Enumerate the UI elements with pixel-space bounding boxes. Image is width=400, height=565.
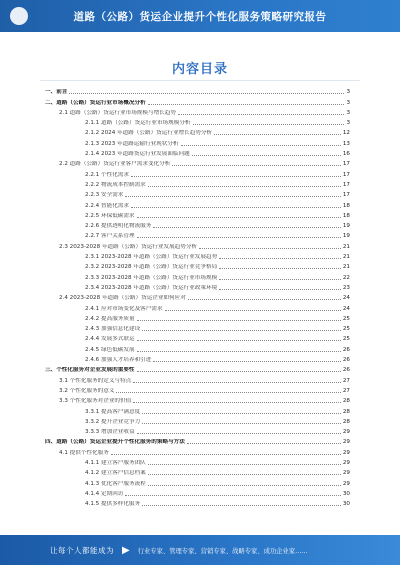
toc-heading: 内容目录 — [171, 62, 228, 77]
toc-entry-page: 17 — [342, 192, 350, 199]
toc-entry-title: 2.2.4 智能化需求 — [85, 202, 129, 209]
toc-entry-title: 3.3.3 增加企业收益 — [85, 429, 135, 436]
toc-entry-title: 3.3.1 提高客户满意度 — [85, 408, 141, 415]
toc-entry-page: 25 — [342, 326, 350, 333]
toc-entry[interactable] — [45, 323, 350, 333]
toc-entry-title: 4.1.2 建立客户信息档案 — [85, 470, 146, 477]
toc-entry-page: 27 — [342, 377, 350, 384]
toc-entry-title: 2.3.2 2023-2028 年道路（公路）货运行业竞争格局 — [85, 264, 218, 271]
toc-leader-dots — [125, 495, 340, 496]
toc-entry-page: 26 — [342, 367, 350, 374]
page-footer — [0, 535, 400, 565]
toc-leader-dots — [199, 248, 341, 249]
toc-leader-dots — [181, 145, 341, 146]
toc-leader-dots — [137, 237, 341, 238]
toc-entry-title: 3.3.2 提升企业竞争力 — [85, 418, 141, 425]
toc-leader-dots — [125, 196, 340, 197]
toc-entry-page: 28 — [342, 398, 350, 405]
toc-entry[interactable] — [45, 374, 350, 384]
toc-entry-page: 30 — [342, 490, 350, 497]
toc-entry-title: 三、个性化服务对企业发展的重要性 — [45, 367, 135, 374]
footer-tagline: 行业专家、管理专家、营销专家、战略专家、成功企业家…… — [137, 547, 308, 555]
toc-leader-dots — [172, 165, 341, 166]
toc-entry-title: 2.2.7 客户关系管理 — [85, 233, 135, 240]
toc-entry-title: 3.3 个性化服务对企业的价值 — [59, 398, 132, 405]
toc-entry[interactable] — [45, 302, 350, 312]
toc-entry-page: 24 — [342, 305, 350, 312]
toc-leader-dots — [137, 433, 341, 434]
toc-entry-title: 一、前言 — [45, 89, 68, 96]
toc-entry-title: 2.2 道路（公路）货运行业客户需求变化分析 — [59, 161, 171, 168]
toc-leader-dots — [133, 402, 341, 403]
toc-leader-dots — [148, 104, 345, 105]
toc-entry[interactable] — [45, 158, 350, 168]
toc-leader-dots — [178, 114, 344, 115]
toc-leader-dots — [116, 392, 340, 393]
toc-entry-page: 26 — [342, 357, 350, 364]
toc-entry-page: 29 — [342, 470, 350, 477]
toc-leader-dots — [219, 289, 341, 290]
toc-leader-dots — [148, 186, 341, 187]
toc-leader-dots — [219, 258, 341, 259]
arrow-icon: ▶ — [122, 544, 130, 556]
toc-entry-page: 30 — [342, 501, 350, 508]
toc-entry-page: 29 — [342, 439, 350, 446]
toc-entry[interactable] — [45, 488, 350, 498]
toc-entry-page: 28 — [342, 408, 350, 415]
toc-entry[interactable] — [45, 364, 350, 374]
toc-entry[interactable] — [45, 426, 350, 436]
toc-entry-page: 21 — [342, 243, 350, 250]
toc-entry-title: 4.1 提供个性化服务 — [59, 449, 109, 456]
heading-divider — [40, 80, 360, 81]
toc-entry-title: 2.2.6 提供透明化物流服务 — [85, 223, 152, 230]
toc-leader-dots — [148, 474, 341, 475]
toc-entry-page: 3 — [346, 120, 350, 127]
toc-entry-page: 29 — [342, 480, 350, 487]
toc-entry[interactable] — [45, 446, 350, 456]
toc-entry-title: 4.1.1 建立客户服务团队 — [85, 459, 146, 466]
toc-entry[interactable] — [45, 251, 350, 261]
toc-leader-dots — [131, 176, 341, 177]
toc-entry-page: 17 — [342, 171, 350, 178]
toc-entry-title: 2.3.3 2023-2028 年道路（公路）货运行业市场规模 — [85, 274, 218, 281]
toc-entry[interactable] — [45, 189, 350, 199]
toc-entry[interactable] — [45, 416, 350, 426]
toc-entry-page: 21 — [342, 254, 350, 261]
toc-entry[interactable] — [45, 292, 350, 302]
toc-entry[interactable] — [45, 457, 350, 467]
toc-entry[interactable] — [45, 230, 350, 240]
toc-entry-title: 2.1 道路（公路）货运行业市场规模与增长趋势 — [59, 109, 176, 116]
toc-entry-title: 2.2.2 物流成本控制需求 — [85, 181, 146, 188]
toc-leader-dots — [153, 227, 341, 228]
toc-entry-title: 四、道路（公路）货运企业提升个性化服务的策略与方法 — [45, 439, 185, 446]
page-header — [0, 0, 400, 32]
toc-entry-title: 2.4.5 绿色低碳发展 — [85, 346, 135, 353]
toc-leader-dots — [148, 485, 341, 486]
toc-entry[interactable] — [45, 498, 350, 508]
toc-entry-page: 16 — [342, 151, 350, 158]
toc-leader-dots — [165, 310, 341, 311]
toc-leader-dots — [153, 361, 341, 362]
toc-entry-page: 29 — [342, 429, 350, 436]
toc-entry-title: 2.4.4 发展多式联运 — [85, 336, 135, 343]
toc-entry-page: 21 — [342, 264, 350, 271]
toc-entry[interactable] — [45, 385, 350, 395]
toc-entry-title: 2.4.3 加强信息化建设 — [85, 326, 141, 333]
toc-entry-page: 23 — [342, 284, 350, 291]
footer-slogan: 让每个人都能成为 — [50, 545, 114, 555]
toc-entry[interactable] — [45, 354, 350, 364]
toc-entry-title: 2.3 2023-2028 年道路（公路）货运行业发展趋势分析 — [59, 243, 198, 250]
toc-entry-page: 3 — [346, 89, 350, 96]
toc-entry[interactable] — [45, 179, 350, 189]
toc-entry-page: 18 — [342, 212, 350, 219]
toc-leader-dots — [131, 207, 341, 208]
toc-entry[interactable] — [45, 477, 350, 487]
header-title: 道路（公路）货运企业提升个性化服务策略研究报告 — [73, 10, 327, 23]
toc-entry-page: 13 — [342, 140, 350, 147]
toc-leader-dots — [188, 299, 341, 300]
toc-entry-page: 3 — [346, 109, 350, 116]
toc-entry-page: 26 — [342, 346, 350, 353]
toc-entry[interactable] — [45, 137, 350, 147]
toc-entry-title: 2.1.1 道路（公路）货运行业市场规模分析 — [85, 120, 191, 127]
toc-leader-dots — [137, 351, 341, 352]
toc-entry[interactable] — [45, 210, 350, 220]
toc-leader-dots — [111, 454, 341, 455]
toc-entry-title: 2.1.3 2023 年道路运输行业现状分析 — [85, 140, 179, 147]
toc-entry[interactable] — [45, 343, 350, 353]
toc-leader-dots — [148, 464, 341, 465]
toc-entry-title: 二、道路（公路）货运行业市场概况分析 — [45, 99, 146, 106]
toc-leader-dots — [214, 134, 341, 135]
toc-entry-title: 4.1.3 优化客户服务流程 — [85, 480, 146, 487]
toc-entry-title: 2.1.2 2024 年道路（公路）货运行业增长趋势分析 — [85, 130, 213, 137]
toc-entry[interactable] — [45, 86, 350, 96]
toc-entry[interactable] — [45, 199, 350, 209]
toc-entry[interactable] — [45, 107, 350, 117]
toc-entry-title: 2.4.2 提高服务质量 — [85, 315, 135, 322]
toc-leader-dots — [142, 330, 341, 331]
toc-entry-page: 19 — [342, 223, 350, 230]
toc-leader-dots — [137, 371, 341, 372]
toc-leader-dots — [137, 340, 341, 341]
logo-icon — [10, 7, 28, 25]
toc-entry[interactable] — [45, 405, 350, 415]
toc-entry[interactable] — [45, 395, 350, 405]
toc-entry-title: 2.4 2023-2028 年道路（公路）货运企业如何应对 — [59, 295, 186, 302]
toc-entry[interactable] — [45, 313, 350, 323]
toc-entry-title: 4.1.4 定期回访 — [85, 490, 124, 497]
toc-entry[interactable] — [45, 127, 350, 137]
toc-entry-title: 2.2.5 环保低碳需求 — [85, 212, 135, 219]
toc-entry-title: 4.1.5 提供多样化服务 — [85, 501, 141, 508]
toc-entry[interactable] — [45, 333, 350, 343]
toc-entry-page: 29 — [342, 449, 350, 456]
toc-entry-page: 19 — [342, 233, 350, 240]
toc-leader-dots — [142, 505, 341, 506]
toc-entry-page: 17 — [342, 181, 350, 188]
toc-entry-page: 25 — [342, 336, 350, 343]
toc-entry-title: 2.4.6 加强人才培养和引进 — [85, 357, 152, 364]
table-of-contents — [45, 86, 350, 508]
toc-entry-title: 2.2.3 安全需求 — [85, 192, 124, 199]
toc-entry[interactable] — [45, 467, 350, 477]
toc-entry-title: 2.1.4 2023 年道路货运行业发展面临问题 — [85, 151, 190, 158]
toc-leader-dots — [137, 320, 341, 321]
toc-entry[interactable] — [45, 261, 350, 271]
toc-entry-page: 22 — [342, 274, 350, 281]
toc-entry[interactable] — [45, 96, 350, 106]
toc-entry[interactable] — [45, 220, 350, 230]
toc-leader-dots — [142, 423, 341, 424]
toc-entry[interactable] — [45, 168, 350, 178]
toc-leader-dots — [187, 443, 341, 444]
toc-entry[interactable] — [45, 148, 350, 158]
toc-leader-dots — [137, 217, 341, 218]
toc-entry-title: 2.3.4 2023-2028 年道路（公路）货运行业政策环境 — [85, 284, 218, 291]
toc-leader-dots — [133, 382, 341, 383]
toc-leader-dots — [219, 279, 341, 280]
toc-entry-page: 17 — [342, 161, 350, 168]
toc-leader-dots — [69, 93, 344, 94]
toc-entry-title: 2.4.1 应对市场变化及客户需求 — [85, 305, 163, 312]
toc-leader-dots — [142, 413, 341, 414]
toc-entry[interactable] — [45, 271, 350, 281]
toc-entry-page: 24 — [342, 295, 350, 302]
toc-entry[interactable] — [45, 240, 350, 250]
toc-leader-dots — [193, 124, 345, 125]
toc-entry-page: 28 — [342, 418, 350, 425]
toc-entry[interactable] — [45, 436, 350, 446]
toc-entry-title: 3.2 个性化服务的意义 — [59, 387, 115, 394]
toc-entry-title: 2.3.1 2023-2028 年道路（公路）货运行业发展趋势 — [85, 254, 218, 261]
toc-entry-page: 12 — [342, 130, 350, 137]
toc-entry-page: 27 — [342, 387, 350, 394]
toc-entry[interactable] — [45, 282, 350, 292]
toc-entry-title: 3.1 个性化服务的定义与特点 — [59, 377, 132, 384]
toc-entry-page: 29 — [342, 459, 350, 466]
toc-entry-title: 2.2.1 个性化需求 — [85, 171, 129, 178]
toc-entry-page: 18 — [342, 202, 350, 209]
toc-leader-dots — [192, 155, 341, 156]
toc-entry[interactable] — [45, 117, 350, 127]
toc-leader-dots — [219, 268, 341, 269]
toc-entry-page: 3 — [346, 99, 350, 106]
toc-entry-page: 25 — [342, 315, 350, 322]
